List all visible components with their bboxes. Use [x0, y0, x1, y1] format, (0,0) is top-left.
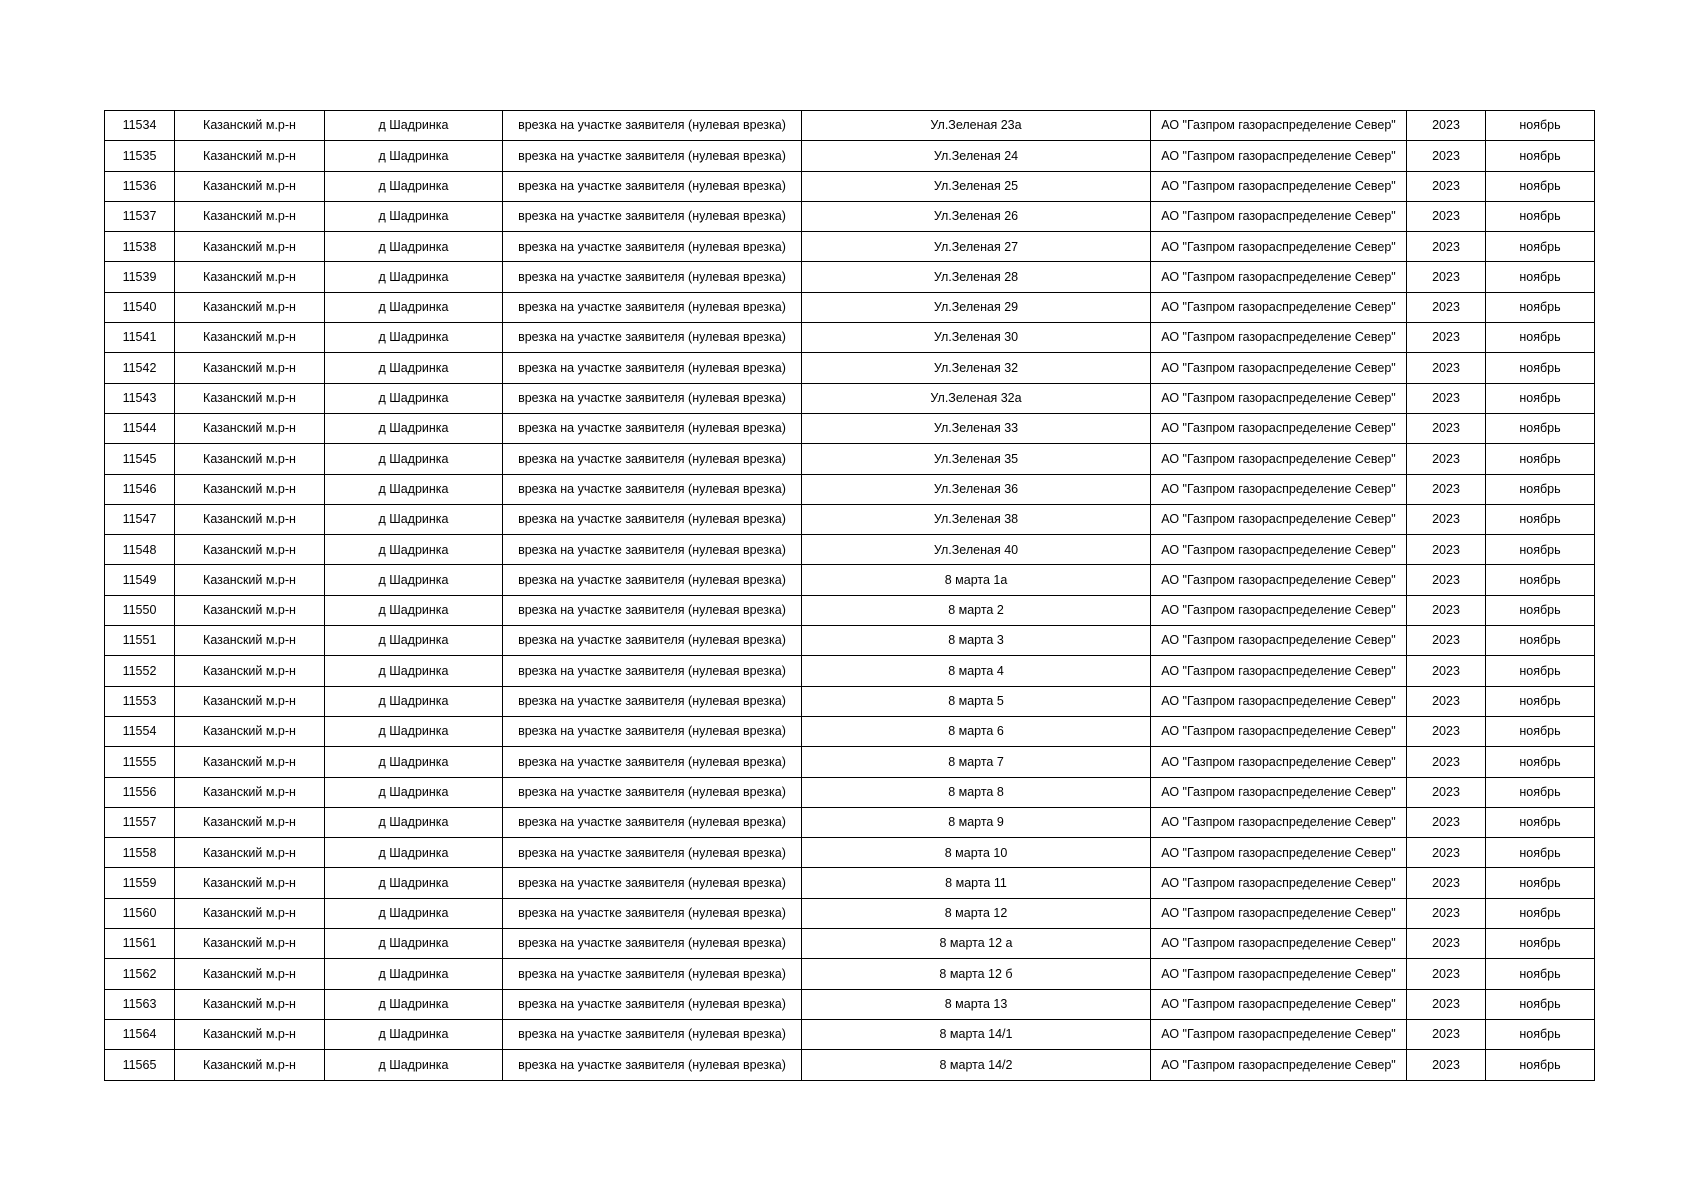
settlement-cell: д Шадринка	[325, 353, 503, 383]
work-type-cell: врезка на участке заявителя (нулевая врезка)	[503, 626, 802, 656]
address-cell: 8 марта 12 б	[802, 959, 1151, 989]
year-cell: 2023	[1407, 1019, 1486, 1049]
row-number-cell: 11548	[105, 535, 175, 565]
year-cell: 2023	[1407, 656, 1486, 686]
organization-cell: АО "Газпром газораспределение Север"	[1151, 292, 1407, 322]
work-type-cell: врезка на участке заявителя (нулевая врезка)	[503, 959, 802, 989]
district-cell: Казанский м.р-н	[175, 323, 325, 353]
year-cell: 2023	[1407, 989, 1486, 1019]
row-number-cell: 11541	[105, 323, 175, 353]
table-row	[105, 504, 1595, 534]
settlement-cell: д Шадринка	[325, 777, 503, 807]
district-cell: Казанский м.р-н	[175, 1050, 325, 1080]
row-number-cell: 11554	[105, 716, 175, 746]
table-row	[105, 838, 1595, 868]
organization-cell: АО "Газпром газораспределение Север"	[1151, 201, 1407, 231]
year-cell: 2023	[1407, 838, 1486, 868]
row-number-cell: 11557	[105, 807, 175, 837]
table-row	[105, 444, 1595, 474]
organization-cell: АО "Газпром газораспределение Север"	[1151, 716, 1407, 746]
district-cell: Казанский м.р-н	[175, 262, 325, 292]
address-cell: 8 марта 6	[802, 716, 1151, 746]
table-row	[105, 747, 1595, 777]
year-cell: 2023	[1407, 383, 1486, 413]
work-type-cell: врезка на участке заявителя (нулевая врезка)	[503, 716, 802, 746]
district-cell: Казанский м.р-н	[175, 686, 325, 716]
row-number-cell: 11543	[105, 383, 175, 413]
work-type-cell: врезка на участке заявителя (нулевая врезка)	[503, 656, 802, 686]
month-cell: ноябрь	[1486, 898, 1595, 928]
table-row	[105, 474, 1595, 504]
month-cell: ноябрь	[1486, 807, 1595, 837]
year-cell: 2023	[1407, 535, 1486, 565]
year-cell: 2023	[1407, 474, 1486, 504]
district-cell: Казанский м.р-н	[175, 565, 325, 595]
address-cell: 8 марта 12	[802, 898, 1151, 928]
row-number-cell: 11565	[105, 1050, 175, 1080]
month-cell: ноябрь	[1486, 535, 1595, 565]
district-cell: Казанский м.р-н	[175, 111, 325, 141]
address-cell: 8 марта 3	[802, 626, 1151, 656]
data-table	[104, 110, 1595, 1081]
table-row	[105, 323, 1595, 353]
organization-cell: АО "Газпром газораспределение Север"	[1151, 777, 1407, 807]
settlement-cell: д Шадринка	[325, 171, 503, 201]
settlement-cell: д Шадринка	[325, 626, 503, 656]
table-row	[105, 898, 1595, 928]
address-cell: 8 марта 12 а	[802, 929, 1151, 959]
year-cell: 2023	[1407, 626, 1486, 656]
address-cell: Ул.Зеленая 38	[802, 504, 1151, 534]
settlement-cell: д Шадринка	[325, 141, 503, 171]
organization-cell: АО "Газпром газораспределение Север"	[1151, 474, 1407, 504]
table-row	[105, 777, 1595, 807]
table-row	[105, 141, 1595, 171]
organization-cell: АО "Газпром газораспределение Север"	[1151, 141, 1407, 171]
row-number-cell: 11555	[105, 747, 175, 777]
address-cell: 8 марта 8	[802, 777, 1151, 807]
address-cell: Ул.Зеленая 35	[802, 444, 1151, 474]
table-row	[105, 565, 1595, 595]
month-cell: ноябрь	[1486, 929, 1595, 959]
year-cell: 2023	[1407, 413, 1486, 443]
district-cell: Казанский м.р-н	[175, 989, 325, 1019]
district-cell: Казанский м.р-н	[175, 232, 325, 262]
district-cell: Казанский м.р-н	[175, 353, 325, 383]
settlement-cell: д Шадринка	[325, 323, 503, 353]
month-cell: ноябрь	[1486, 989, 1595, 1019]
work-type-cell: врезка на участке заявителя (нулевая врезка)	[503, 929, 802, 959]
work-type-cell: врезка на участке заявителя (нулевая врезка)	[503, 838, 802, 868]
district-cell: Казанский м.р-н	[175, 626, 325, 656]
work-type-cell: врезка на участке заявителя (нулевая врезка)	[503, 989, 802, 1019]
settlement-cell: д Шадринка	[325, 262, 503, 292]
district-cell: Казанский м.р-н	[175, 898, 325, 928]
row-number-cell: 11539	[105, 262, 175, 292]
year-cell: 2023	[1407, 353, 1486, 383]
organization-cell: АО "Газпром газораспределение Север"	[1151, 989, 1407, 1019]
month-cell: ноябрь	[1486, 838, 1595, 868]
organization-cell: АО "Газпром газораспределение Север"	[1151, 413, 1407, 443]
work-type-cell: врезка на участке заявителя (нулевая врезка)	[503, 171, 802, 201]
organization-cell: АО "Газпром газораспределение Север"	[1151, 171, 1407, 201]
year-cell: 2023	[1407, 171, 1486, 201]
address-cell: Ул.Зеленая 33	[802, 413, 1151, 443]
table-row	[105, 595, 1595, 625]
district-cell: Казанский м.р-н	[175, 777, 325, 807]
address-cell: Ул.Зеленая 32	[802, 353, 1151, 383]
row-number-cell: 11563	[105, 989, 175, 1019]
table-row	[105, 686, 1595, 716]
year-cell: 2023	[1407, 686, 1486, 716]
address-cell: 8 марта 14/1	[802, 1019, 1151, 1049]
year-cell: 2023	[1407, 747, 1486, 777]
settlement-cell: д Шадринка	[325, 383, 503, 413]
address-cell: Ул.Зеленая 29	[802, 292, 1151, 322]
address-cell: 8 марта 5	[802, 686, 1151, 716]
district-cell: Казанский м.р-н	[175, 535, 325, 565]
table-row	[105, 807, 1595, 837]
year-cell: 2023	[1407, 201, 1486, 231]
address-cell: Ул.Зеленая 26	[802, 201, 1151, 231]
settlement-cell: д Шадринка	[325, 232, 503, 262]
address-cell: Ул.Зеленая 32а	[802, 383, 1151, 413]
year-cell: 2023	[1407, 959, 1486, 989]
work-type-cell: врезка на участке заявителя (нулевая врезка)	[503, 413, 802, 443]
row-number-cell: 11547	[105, 504, 175, 534]
settlement-cell: д Шадринка	[325, 656, 503, 686]
month-cell: ноябрь	[1486, 686, 1595, 716]
settlement-cell: д Шадринка	[325, 565, 503, 595]
year-cell: 2023	[1407, 444, 1486, 474]
district-cell: Казанский м.р-н	[175, 292, 325, 322]
address-cell: 8 марта 7	[802, 747, 1151, 777]
table-row	[105, 1050, 1595, 1080]
district-cell: Казанский м.р-н	[175, 171, 325, 201]
work-type-cell: врезка на участке заявителя (нулевая врезка)	[503, 292, 802, 322]
district-cell: Казанский м.р-н	[175, 413, 325, 443]
month-cell: ноябрь	[1486, 1050, 1595, 1080]
organization-cell: АО "Газпром газораспределение Север"	[1151, 898, 1407, 928]
organization-cell: АО "Газпром газораспределение Север"	[1151, 959, 1407, 989]
organization-cell: АО "Газпром газораспределение Север"	[1151, 504, 1407, 534]
work-type-cell: врезка на участке заявителя (нулевая врезка)	[503, 686, 802, 716]
organization-cell: АО "Газпром газораспределение Север"	[1151, 535, 1407, 565]
organization-cell: АО "Газпром газораспределение Север"	[1151, 1019, 1407, 1049]
organization-cell: АО "Газпром газораспределение Север"	[1151, 383, 1407, 413]
year-cell: 2023	[1407, 141, 1486, 171]
settlement-cell: д Шадринка	[325, 413, 503, 443]
work-type-cell: врезка на участке заявителя (нулевая врезка)	[503, 1019, 802, 1049]
month-cell: ноябрь	[1486, 383, 1595, 413]
row-number-cell: 11558	[105, 838, 175, 868]
settlement-cell: д Шадринка	[325, 444, 503, 474]
row-number-cell: 11536	[105, 171, 175, 201]
address-cell: 8 марта 4	[802, 656, 1151, 686]
address-cell: 8 марта 14/2	[802, 1050, 1151, 1080]
year-cell: 2023	[1407, 504, 1486, 534]
address-cell: 8 марта 1а	[802, 565, 1151, 595]
work-type-cell: врезка на участке заявителя (нулевая врезка)	[503, 323, 802, 353]
organization-cell: АО "Газпром газораспределение Север"	[1151, 626, 1407, 656]
settlement-cell: д Шадринка	[325, 595, 503, 625]
year-cell: 2023	[1407, 292, 1486, 322]
address-cell: Ул.Зеленая 28	[802, 262, 1151, 292]
table-row	[105, 353, 1595, 383]
address-cell: Ул.Зеленая 30	[802, 323, 1151, 353]
year-cell: 2023	[1407, 777, 1486, 807]
month-cell: ноябрь	[1486, 656, 1595, 686]
year-cell: 2023	[1407, 111, 1486, 141]
table-row	[105, 171, 1595, 201]
month-cell: ноябрь	[1486, 444, 1595, 474]
year-cell: 2023	[1407, 716, 1486, 746]
row-number-cell: 11535	[105, 141, 175, 171]
table-row	[105, 111, 1595, 141]
district-cell: Казанский м.р-н	[175, 201, 325, 231]
district-cell: Казанский м.р-н	[175, 383, 325, 413]
work-type-cell: врезка на участке заявителя (нулевая врезка)	[503, 201, 802, 231]
district-cell: Казанский м.р-н	[175, 929, 325, 959]
address-cell: Ул.Зеленая 25	[802, 171, 1151, 201]
year-cell: 2023	[1407, 807, 1486, 837]
work-type-cell: врезка на участке заявителя (нулевая врезка)	[503, 595, 802, 625]
organization-cell: АО "Газпром газораспределение Север"	[1151, 565, 1407, 595]
table-row	[105, 989, 1595, 1019]
month-cell: ноябрь	[1486, 232, 1595, 262]
month-cell: ноябрь	[1486, 868, 1595, 898]
work-type-cell: врезка на участке заявителя (нулевая врезка)	[503, 111, 802, 141]
address-cell: 8 марта 10	[802, 838, 1151, 868]
settlement-cell: д Шадринка	[325, 474, 503, 504]
month-cell: ноябрь	[1486, 716, 1595, 746]
address-cell: Ул.Зеленая 36	[802, 474, 1151, 504]
work-type-cell: врезка на участке заявителя (нулевая врезка)	[503, 535, 802, 565]
month-cell: ноябрь	[1486, 474, 1595, 504]
settlement-cell: д Шадринка	[325, 1050, 503, 1080]
year-cell: 2023	[1407, 868, 1486, 898]
work-type-cell: врезка на участке заявителя (нулевая врезка)	[503, 504, 802, 534]
organization-cell: АО "Газпром газораспределение Север"	[1151, 868, 1407, 898]
district-cell: Казанский м.р-н	[175, 141, 325, 171]
row-number-cell: 11551	[105, 626, 175, 656]
organization-cell: АО "Газпром газораспределение Север"	[1151, 686, 1407, 716]
settlement-cell: д Шадринка	[325, 504, 503, 534]
district-cell: Казанский м.р-н	[175, 656, 325, 686]
work-type-cell: врезка на участке заявителя (нулевая врезка)	[503, 898, 802, 928]
table-row	[105, 959, 1595, 989]
month-cell: ноябрь	[1486, 413, 1595, 443]
work-type-cell: врезка на участке заявителя (нулевая врезка)	[503, 868, 802, 898]
work-type-cell: врезка на участке заявителя (нулевая врезка)	[503, 141, 802, 171]
settlement-cell: д Шадринка	[325, 292, 503, 322]
row-number-cell: 11542	[105, 353, 175, 383]
address-cell: 8 марта 9	[802, 807, 1151, 837]
organization-cell: АО "Газпром газораспределение Север"	[1151, 929, 1407, 959]
settlement-cell: д Шадринка	[325, 807, 503, 837]
row-number-cell: 11564	[105, 1019, 175, 1049]
row-number-cell: 11544	[105, 413, 175, 443]
district-cell: Казанский м.р-н	[175, 959, 325, 989]
settlement-cell: д Шадринка	[325, 1019, 503, 1049]
district-cell: Казанский м.р-н	[175, 474, 325, 504]
table-row	[105, 413, 1595, 443]
settlement-cell: д Шадринка	[325, 898, 503, 928]
work-type-cell: врезка на участке заявителя (нулевая врезка)	[503, 1050, 802, 1080]
month-cell: ноябрь	[1486, 353, 1595, 383]
table-row	[105, 535, 1595, 565]
year-cell: 2023	[1407, 262, 1486, 292]
month-cell: ноябрь	[1486, 262, 1595, 292]
year-cell: 2023	[1407, 323, 1486, 353]
work-type-cell: врезка на участке заявителя (нулевая врезка)	[503, 565, 802, 595]
settlement-cell: д Шадринка	[325, 959, 503, 989]
address-cell: Ул.Зеленая 24	[802, 141, 1151, 171]
district-cell: Казанский м.р-н	[175, 444, 325, 474]
month-cell: ноябрь	[1486, 959, 1595, 989]
district-cell: Казанский м.р-н	[175, 747, 325, 777]
year-cell: 2023	[1407, 565, 1486, 595]
district-cell: Казанский м.р-н	[175, 595, 325, 625]
row-number-cell: 11549	[105, 565, 175, 595]
district-cell: Казанский м.р-н	[175, 1019, 325, 1049]
organization-cell: АО "Газпром газораспределение Север"	[1151, 444, 1407, 474]
district-cell: Казанский м.р-н	[175, 868, 325, 898]
settlement-cell: д Шадринка	[325, 989, 503, 1019]
settlement-cell: д Шадринка	[325, 747, 503, 777]
address-cell: Ул.Зеленая 27	[802, 232, 1151, 262]
year-cell: 2023	[1407, 1050, 1486, 1080]
organization-cell: АО "Газпром газораспределение Север"	[1151, 595, 1407, 625]
settlement-cell: д Шадринка	[325, 868, 503, 898]
row-number-cell: 11559	[105, 868, 175, 898]
month-cell: ноябрь	[1486, 504, 1595, 534]
organization-cell: АО "Газпром газораспределение Север"	[1151, 323, 1407, 353]
year-cell: 2023	[1407, 929, 1486, 959]
month-cell: ноябрь	[1486, 1019, 1595, 1049]
work-type-cell: врезка на участке заявителя (нулевая врезка)	[503, 353, 802, 383]
year-cell: 2023	[1407, 898, 1486, 928]
row-number-cell: 11537	[105, 201, 175, 231]
organization-cell: АО "Газпром газораспределение Север"	[1151, 1050, 1407, 1080]
work-type-cell: врезка на участке заявителя (нулевая врезка)	[503, 444, 802, 474]
month-cell: ноябрь	[1486, 111, 1595, 141]
row-number-cell: 11556	[105, 777, 175, 807]
district-cell: Казанский м.р-н	[175, 807, 325, 837]
table-row	[105, 716, 1595, 746]
row-number-cell: 11560	[105, 898, 175, 928]
month-cell: ноябрь	[1486, 747, 1595, 777]
settlement-cell: д Шадринка	[325, 201, 503, 231]
row-number-cell: 11562	[105, 959, 175, 989]
row-number-cell: 11540	[105, 292, 175, 322]
organization-cell: АО "Газпром газораспределение Север"	[1151, 747, 1407, 777]
month-cell: ноябрь	[1486, 201, 1595, 231]
organization-cell: АО "Газпром газораспределение Север"	[1151, 656, 1407, 686]
year-cell: 2023	[1407, 232, 1486, 262]
table-row	[105, 1019, 1595, 1049]
organization-cell: АО "Газпром газораспределение Север"	[1151, 262, 1407, 292]
district-cell: Казанский м.р-н	[175, 504, 325, 534]
organization-cell: АО "Газпром газораспределение Север"	[1151, 353, 1407, 383]
row-number-cell: 11538	[105, 232, 175, 262]
month-cell: ноябрь	[1486, 323, 1595, 353]
table-row	[105, 262, 1595, 292]
row-number-cell: 11561	[105, 929, 175, 959]
work-type-cell: врезка на участке заявителя (нулевая врезка)	[503, 262, 802, 292]
settlement-cell: д Шадринка	[325, 686, 503, 716]
settlement-cell: д Шадринка	[325, 535, 503, 565]
table-row	[105, 201, 1595, 231]
work-type-cell: врезка на участке заявителя (нулевая врезка)	[503, 383, 802, 413]
organization-cell: АО "Газпром газораспределение Север"	[1151, 111, 1407, 141]
year-cell: 2023	[1407, 595, 1486, 625]
table-row	[105, 656, 1595, 686]
month-cell: ноябрь	[1486, 565, 1595, 595]
month-cell: ноябрь	[1486, 292, 1595, 322]
table-row	[105, 929, 1595, 959]
row-number-cell: 11546	[105, 474, 175, 504]
organization-cell: АО "Газпром газораспределение Север"	[1151, 838, 1407, 868]
table-row	[105, 626, 1595, 656]
address-cell: 8 марта 11	[802, 868, 1151, 898]
address-cell: 8 марта 2	[802, 595, 1151, 625]
work-type-cell: врезка на участке заявителя (нулевая врезка)	[503, 232, 802, 262]
work-type-cell: врезка на участке заявителя (нулевая врезка)	[503, 747, 802, 777]
address-cell: Ул.Зеленая 23а	[802, 111, 1151, 141]
month-cell: ноябрь	[1486, 626, 1595, 656]
organization-cell: АО "Газпром газораспределение Север"	[1151, 232, 1407, 262]
row-number-cell: 11552	[105, 656, 175, 686]
settlement-cell: д Шадринка	[325, 716, 503, 746]
district-cell: Казанский м.р-н	[175, 716, 325, 746]
address-cell: 8 марта 13	[802, 989, 1151, 1019]
address-cell: Ул.Зеленая 40	[802, 535, 1151, 565]
settlement-cell: д Шадринка	[325, 838, 503, 868]
work-type-cell: врезка на участке заявителя (нулевая врезка)	[503, 807, 802, 837]
month-cell: ноябрь	[1486, 141, 1595, 171]
organization-cell: АО "Газпром газораспределение Север"	[1151, 807, 1407, 837]
row-number-cell: 11545	[105, 444, 175, 474]
table-body	[105, 111, 1595, 1081]
month-cell: ноябрь	[1486, 171, 1595, 201]
table-row	[105, 383, 1595, 413]
table-row	[105, 232, 1595, 262]
table-row	[105, 292, 1595, 322]
settlement-cell: д Шадринка	[325, 111, 503, 141]
work-type-cell: врезка на участке заявителя (нулевая врезка)	[503, 777, 802, 807]
district-cell: Казанский м.р-н	[175, 838, 325, 868]
month-cell: ноябрь	[1486, 777, 1595, 807]
row-number-cell: 11553	[105, 686, 175, 716]
row-number-cell: 11550	[105, 595, 175, 625]
month-cell: ноябрь	[1486, 595, 1595, 625]
work-type-cell: врезка на участке заявителя (нулевая врезка)	[503, 474, 802, 504]
row-number-cell: 11534	[105, 111, 175, 141]
settlement-cell: д Шадринка	[325, 929, 503, 959]
table-row	[105, 868, 1595, 898]
